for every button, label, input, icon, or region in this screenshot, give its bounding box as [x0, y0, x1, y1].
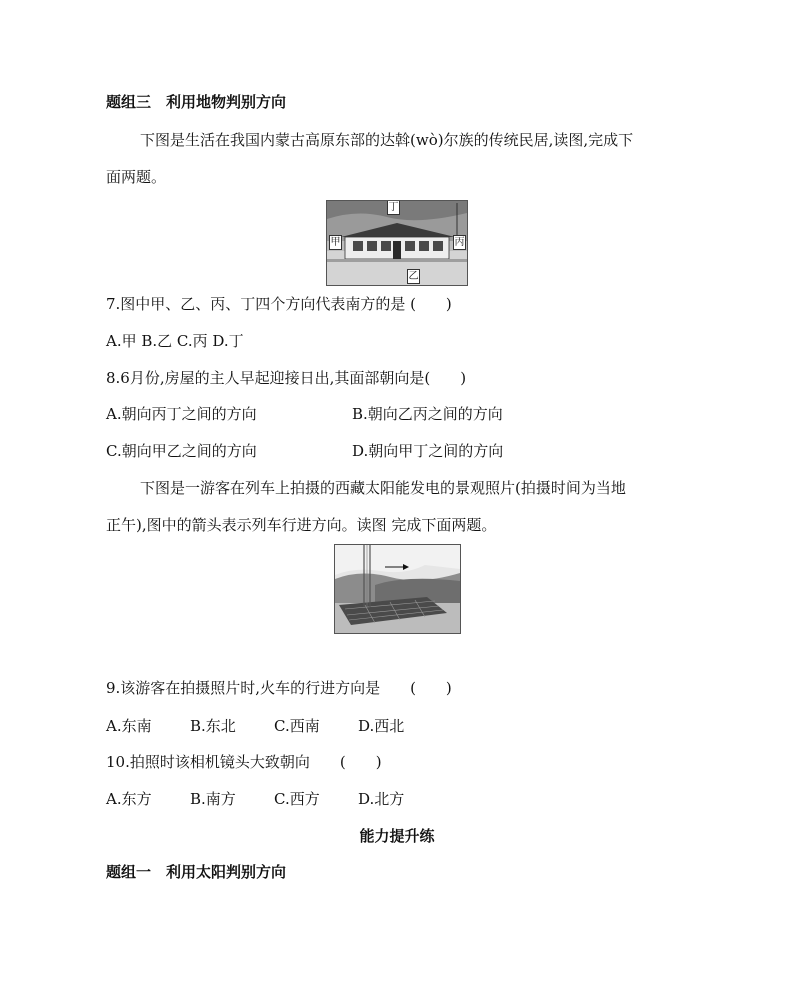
q8-options-row1 — [106, 404, 706, 424]
q10-options — [106, 789, 404, 809]
q8-option-c: C.朝向甲乙之间的方向 — [106, 442, 257, 460]
q10-stem: 10.拍照时该相机镜头大致朝向 ( ) — [106, 753, 382, 771]
solar-photo — [335, 545, 460, 633]
passage2-line1: 下图是一游客在列车上拍摄的西藏太阳能发电的景观照片(拍摄时间为当地 — [140, 479, 626, 497]
q9-option-b: B.东北 — [190, 717, 236, 735]
q8-option-a: A.朝向丙丁之间的方向 — [106, 405, 257, 423]
label-ding: 丁 — [388, 202, 399, 213]
q10-option-a: A.东方 — [106, 790, 152, 808]
house-photo-figure — [326, 200, 468, 286]
q8-option-d: D.朝向甲丁之间的方向 — [352, 442, 504, 460]
q10-option-d: D.北方 — [358, 790, 405, 808]
section-title: 能力提升练 — [359, 827, 435, 845]
q8-stem: 8.6月份,房屋的主人早起迎接日出,其面部朝向是( ) — [106, 369, 467, 387]
q9-option-d: D.西北 — [358, 717, 405, 735]
group1-heading: 题组一 利用太阳判别方向 — [106, 863, 287, 881]
q9-stem: 9.该游客在拍摄照片时,火车的行进方向是 ( ) — [106, 679, 452, 697]
q9-options — [106, 716, 404, 736]
solar-photo-figure — [334, 544, 461, 634]
label-yi: 乙 — [408, 271, 419, 282]
passage2-line2: 正午),图中的箭头表示列车行进方向。读图 完成下面两题。 — [106, 516, 497, 534]
passage1-line1: 下图是生活在我国内蒙古高原东部的达斡(wò)尔族的传统民居,读图,完成下 — [140, 131, 634, 149]
q9-option-c: C.西南 — [274, 717, 320, 735]
q8-options-row2 — [106, 441, 706, 461]
q7-stem: 7.图中甲、乙、丙、丁四个方向代表南方的是 ( ) — [106, 295, 452, 313]
passage1-line2: 面两题。 — [106, 168, 167, 186]
group3-heading: 题组三 利用地物判别方向 — [106, 93, 287, 111]
q10-option-b: B.南方 — [190, 790, 236, 808]
q9-option-a: A.东南 — [106, 717, 152, 735]
label-bing: 丙 — [454, 237, 465, 248]
q8-option-b: B.朝向乙丙之间的方向 — [352, 405, 503, 423]
q10-option-c: C.西方 — [274, 790, 320, 808]
q7-options: A.甲 B.乙 C.丙 D.丁 — [106, 332, 244, 350]
label-jia: 甲 — [330, 237, 341, 248]
